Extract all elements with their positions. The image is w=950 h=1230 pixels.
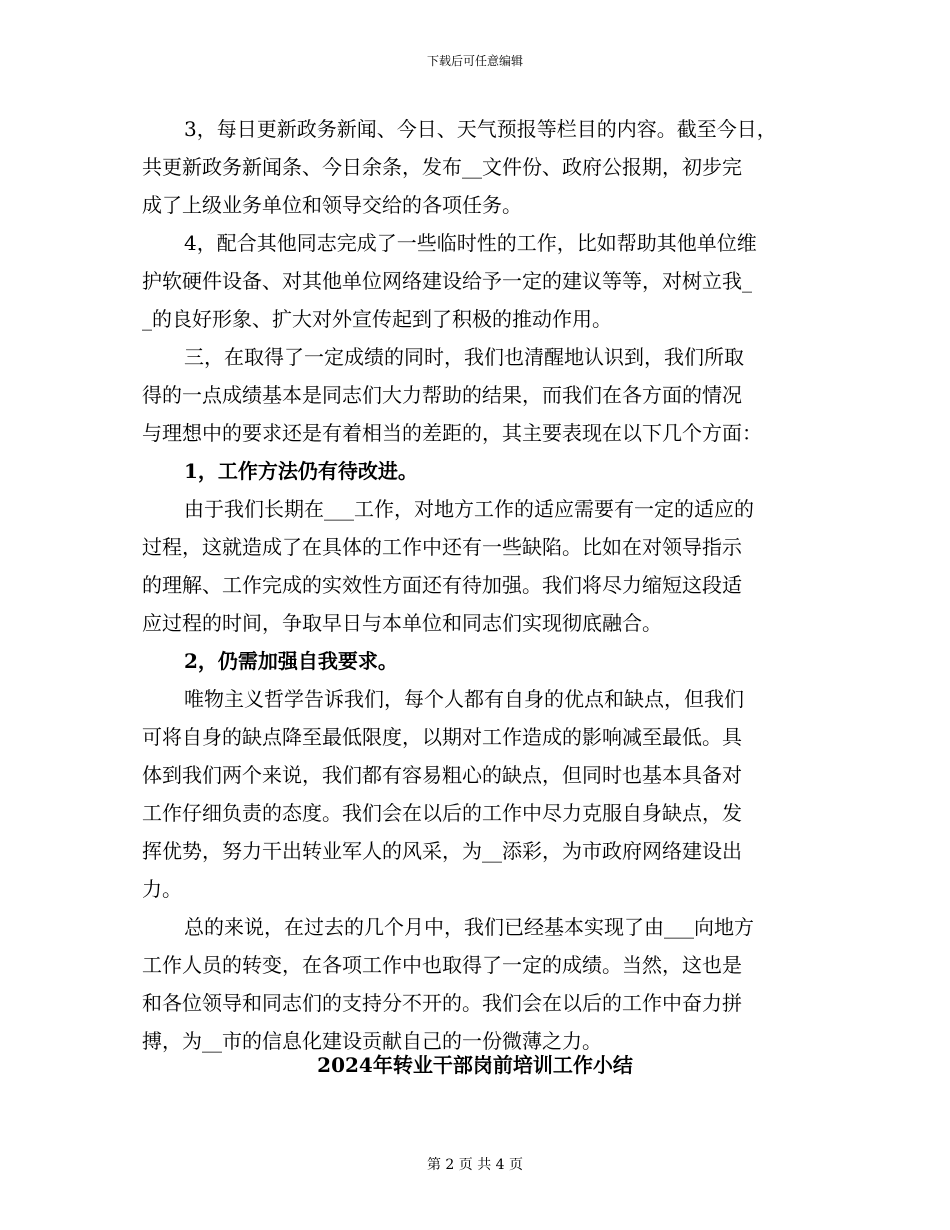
section-heading: 2，仍需加强自我要求。 <box>184 649 398 673</box>
paragraph-line: 共更新政务新闻条、今日余条，发布__文件份、政府公报期，初步完 <box>142 155 742 179</box>
paragraph-line: 工作仔细负责的态度。我们会在以后的工作中尽力克服自身缺点，发 <box>142 801 742 825</box>
paragraph-line: 体到我们两个来说，我们都有容易粗心的缺点，但同时也基本具备对 <box>142 763 742 787</box>
section-heading: 1，工作方法仍有待改进。 <box>184 459 418 483</box>
paragraph-line: 应过程的时间，争取早日与本单位和同志们实现彻底融合。 <box>142 611 662 635</box>
paragraph-line: 护软硬件设备、对其他单位网络建设给予一定的建议等等，对树立我_ <box>142 269 752 293</box>
paragraph-line: 可将自身的缺点降至最低限度，以期对工作造成的影响减至最低。具 <box>142 725 742 749</box>
page-footer: 第 2 页 共 4 页 <box>426 1157 524 1173</box>
document-body <box>142 110 822 1060</box>
paragraph-line: 成了上级业务单位和领导交给的各项任务。 <box>142 193 522 217</box>
paragraph-line: 三，在取得了一定成绩的同时，我们也清醒地认识到，我们所取 <box>184 345 744 369</box>
document-title: 2024年转业干部岗前培训工作小结 <box>317 1053 633 1077</box>
paragraph-line: 4，配合其他同志完成了一些临时性的工作，比如帮助其他单位维 <box>184 231 757 255</box>
paragraph-line: 唯物主义哲学告诉我们，每个人都有自身的优点和缺点，但我们 <box>184 687 744 711</box>
paragraph-line: 过程，这就造成了在具体的工作中还有一些缺陷。比如在对领导指示 <box>142 535 742 559</box>
paragraph-line: 力。 <box>142 877 182 901</box>
paragraph-line: 总的来说，在过去的几个月中，我们已经基本实现了由___向地方 <box>184 915 754 939</box>
paragraph-line: 的理解、工作完成的实效性方面还有待加强。我们将尽力缩短这段适 <box>142 573 742 597</box>
paragraph-line: 得的一点成绩基本是同志们大力帮助的结果，而我们在各方面的情况 <box>142 383 742 407</box>
paragraph-line: 搏，为__市的信息化建设贡献自己的一份微薄之力。 <box>142 1029 602 1053</box>
paragraph-line: 由于我们长期在___工作，对地方工作的适应需要有一定的适应的 <box>184 497 754 521</box>
paragraph-line: 和各位领导和同志们的支持分不开的。我们会在以后的工作中奋力拼 <box>142 991 742 1015</box>
paragraph-line: 工作人员的转变，在各项工作中也取得了一定的成绩。当然，这也是 <box>142 953 742 977</box>
paragraph-line: _的良好形象、扩大对外宣传起到了积极的推动作用。 <box>142 307 612 331</box>
paragraph-line: 与理想中的要求还是有着相当的差距的，其主要表现在以下几个方面： <box>142 421 762 445</box>
page-header: 下载后可任意编辑 <box>426 54 523 68</box>
paragraph-line: 3，每日更新政务新闻、今日、天气预报等栏目的内容。截至今日， <box>184 117 777 141</box>
paragraph-line: 挥优势，努力干出转业军人的风采，为__添彩，为市政府网络建设出 <box>142 839 742 863</box>
